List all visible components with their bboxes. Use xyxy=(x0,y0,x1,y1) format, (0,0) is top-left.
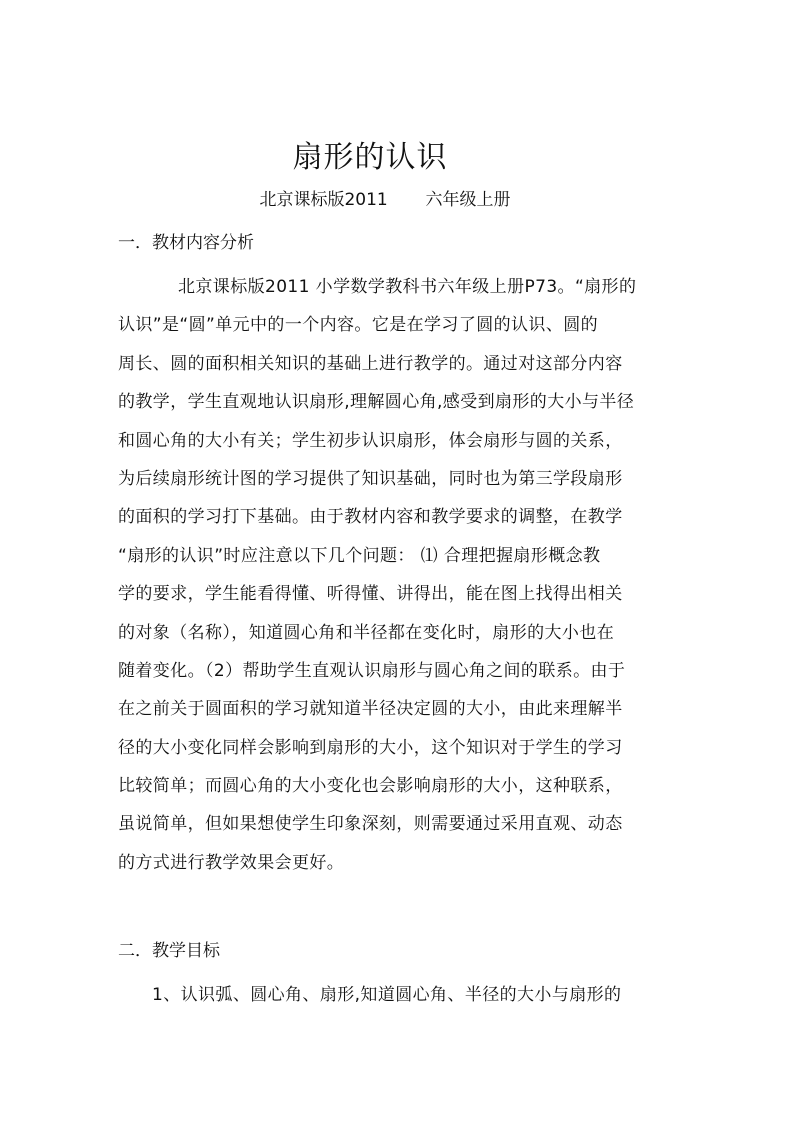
paragraph-line: “扇形的认识”时应注意以下几个问题： ⑴ 合理把握扇形概念教 xyxy=(118,545,601,566)
paragraph-line: 为后续扇形统计图的学习提供了知识基础，同时也为第三学段扇形 xyxy=(118,468,623,489)
paragraph-line: 的对象（名称），知道圆心角和半径都在变化时，扇形的大小也在 xyxy=(118,622,615,643)
teaching-goal-1: 1、认识弧、圆心角、扇形,知道圆心角、半径的大小与扇形的 xyxy=(152,985,622,1005)
document-subtitle: 北京课标版2011 六年级上册 xyxy=(259,190,511,210)
paragraph-line: 虽说简单，但如果想使学生印象深刻，则需要通过采用直观、动态 xyxy=(118,814,623,835)
paragraph-line: 学的要求，学生能看得懂、听得懂、讲得出，能在图上找得出相关 xyxy=(118,584,623,605)
section-1-body xyxy=(118,268,678,882)
paragraph-line: 周长、圆的面积相关知识的基础上进行教学的。通过对这部分内容 xyxy=(118,353,623,374)
paragraph-line: 认识”是“圆”单元中的一个内容。它是在学习了圆的认识、圆的 xyxy=(118,315,599,336)
paragraph-line: 和圆心角的大小有关；学生初步认识扇形，体会扇形与圆的关系， xyxy=(118,430,623,451)
section-heading-2: 二．教学目标 xyxy=(118,941,220,961)
document-title: 扇形的认识 xyxy=(292,140,448,175)
paragraph-line: 的面积的学习打下基础。由于教材内容和教学要求的调整，在教学 xyxy=(118,507,623,528)
section-heading-1: 一．教材内容分析 xyxy=(118,233,254,253)
paragraph-line: 的教学，学生直观地认识扇形,理解圆心角,感受到扇形的大小与半径 xyxy=(118,392,635,413)
paragraph-line: 随着变化。（2）帮助学生直观认识扇形与圆心角之间的联系。由于 xyxy=(118,660,626,681)
paragraph-line: 北京课标版2011 小学数学教科书六年级上册P73。“扇形的 xyxy=(178,277,637,297)
paragraph-line: 比较简单；而圆心角的大小变化也会影响扇形的大小，这种联系， xyxy=(118,776,623,797)
paragraph-line: 的方式进行教学效果会更好。 xyxy=(118,852,345,873)
paragraph-line: 径的大小变化同样会影响到扇形的大小，这个知识对于学生的学习 xyxy=(118,737,623,758)
paragraph-line: 在之前关于圆面积的学习就知道半径决定圆的大小，由此来理解半 xyxy=(118,699,623,720)
